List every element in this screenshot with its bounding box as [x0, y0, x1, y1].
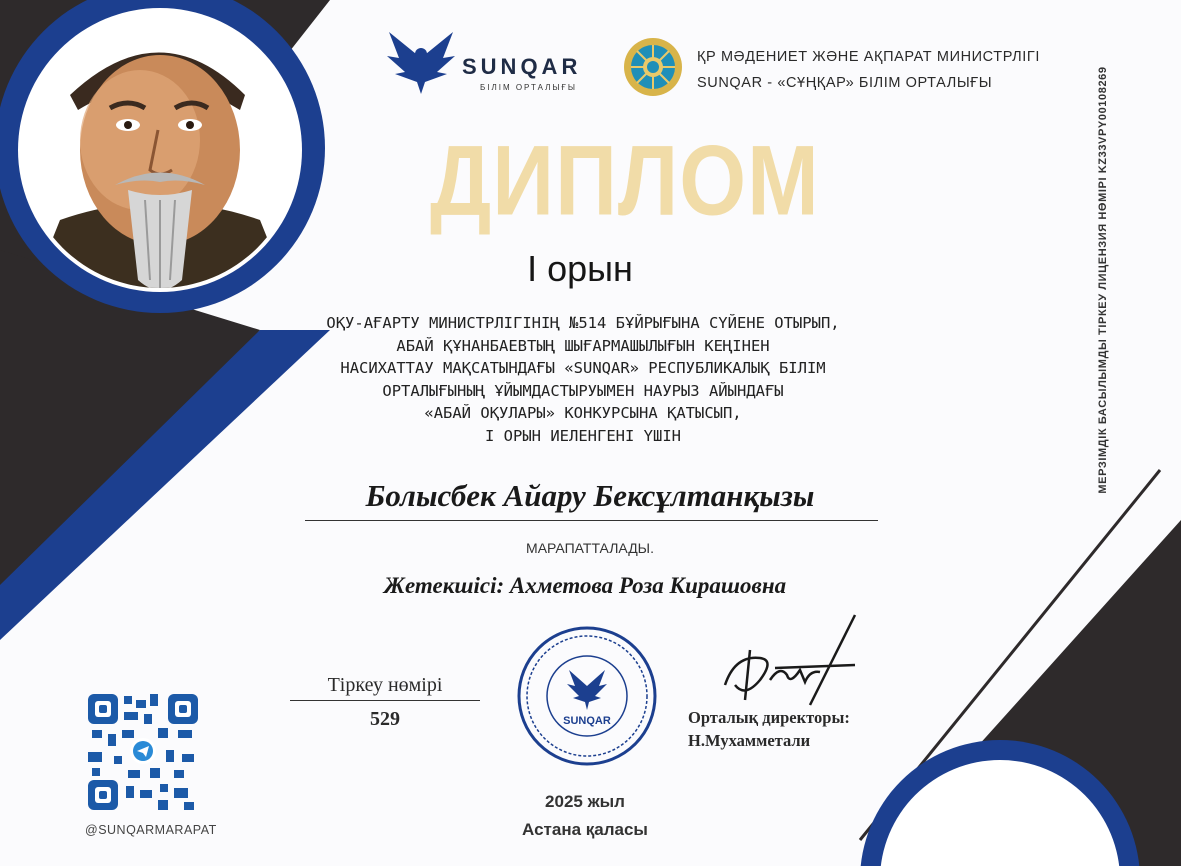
stamp-text: SUNQAR	[563, 715, 611, 727]
issue-city: Астана қаласы	[522, 820, 648, 839]
qr-code	[88, 694, 198, 810]
brand-name: SUNQAR	[462, 54, 582, 79]
director-name: Н.Мухамметали	[688, 731, 811, 750]
description-line: ОҚУ-АҒАРТУ МИНИСТРЛІГІНІҢ №514 БҰЙРЫҒЫНА СҮЙЕНЕ ОТЫРЫП,	[326, 314, 840, 332]
diploma-title: ДИПЛОМ	[430, 126, 820, 237]
ministry-header	[697, 44, 1040, 96]
ministry-line-2: SUNQAR - «СҰҢҚАР» БІЛІМ ОРТАЛЫҒЫ	[697, 75, 993, 91]
place-label: I орын	[527, 248, 633, 289]
registration-label: Тіркеу нөмірі	[327, 674, 443, 696]
director-signature	[715, 610, 865, 710]
social-handle: @SUNQARMARAPAT	[85, 823, 217, 837]
director-title: Орталық директоры:	[688, 708, 850, 727]
registration-number: 529	[370, 708, 400, 730]
description-line: АБАЙ ҚҰНАНБАЕВТЫҢ ШЫҒАРМАШЫЛЫҒЫН КЕҢІНЕН	[396, 336, 770, 355]
ministry-line-1: ҚР МӘДЕНИЕТ ЖӘНЕ АҚПАРАТ МИНИСТРЛІГІ	[697, 49, 1041, 65]
recipient-underline	[305, 520, 878, 521]
registration-underline	[290, 700, 480, 701]
sunqar-eagle-icon	[385, 28, 457, 96]
recipient-name: Болысбек Айару Бексұлтанқызы	[365, 478, 815, 513]
abai-portrait	[0, 0, 340, 320]
state-emblem-icon	[622, 36, 684, 98]
description-line: НАСИХАТТАУ МАҚСАТЫНДАҒЫ «SUNQAR» РЕСПУБЛИКАЛЫҚ БІЛІМ	[340, 359, 826, 377]
issue-year: 2025 жыл	[545, 792, 625, 811]
director-block	[688, 706, 850, 752]
description-line: I ОРЫН ИЕЛЕНГЕНІ ҮШІН	[485, 426, 681, 445]
official-stamp	[515, 624, 659, 768]
brand-subtitle: БІЛІМ ОРТАЛЫҒЫ	[480, 83, 577, 92]
awarded-text: МАРАПАТТАЛАДЫ.	[526, 540, 654, 556]
supervisor-name: Жетекшісі: Ахметова Роза Кирашовна	[383, 573, 787, 598]
description-line: ОРТАЛЫҒЫНЫҢ ҰЙЫМДАСТЫРУЫМЕН НАУРЫЗ АЙЫНДАҒЫ	[382, 381, 784, 400]
award-description	[278, 312, 888, 447]
license-number: МЕРЗІМДІК БАСЫЛЫМДЫ ТІРКЕУ ЛИЦЕНЗИЯ НӨМІРІ KZ33VPY00108269	[1097, 66, 1109, 494]
issue-info	[520, 788, 650, 844]
description-line: «АБАЙ ОҚУЛАРЫ» КОНКУРСЫНА ҚАТЫСЫП,	[424, 404, 742, 422]
